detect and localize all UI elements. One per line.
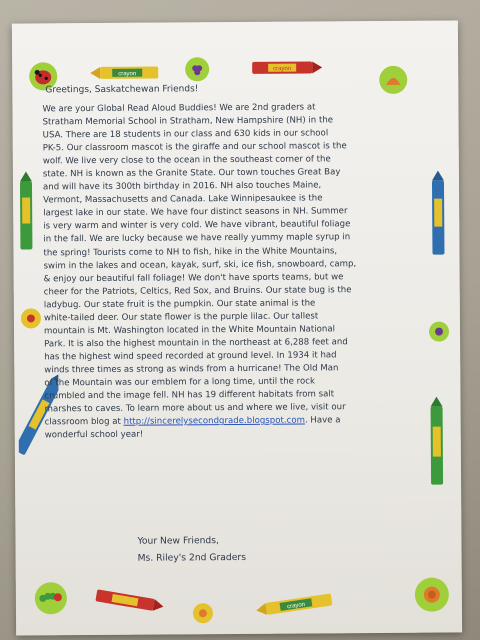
- letter-line: and will have its 300th birthday in 2016. NH also touches Maine,: [42, 180, 322, 193]
- yellow-crayon-icon: [90, 65, 160, 85]
- bottom-mid-sticker-icon: [192, 602, 214, 624]
- red-crayon-bottom-icon: [94, 589, 164, 617]
- letter-line: has the highest wind speed recorded at ground level. In 1934 it had: [44, 350, 337, 363]
- letter-line: winds three times as strong as winds from a hurricane! The Old Man: [44, 363, 339, 376]
- snail-sticker-icon: [414, 577, 450, 613]
- letter-line: crumbled and the image fell. NH has 19 different habitats from salt: [44, 389, 335, 402]
- link-suffix: . Have a: [304, 415, 341, 426]
- corner-sticker-icon: [378, 65, 408, 95]
- grape-sticker-icon: [184, 56, 210, 82]
- letter-line: ladybug. Our state fruit is the pumpkin. Our state animal is the: [43, 298, 316, 311]
- letter-line: swim in the lakes and ocean, kayak, surf, ski, ice fish, snowboard, camp,: [43, 258, 357, 271]
- signoff-line-2: Ms. Riley's 2nd Graders: [137, 551, 247, 564]
- letter-line: is very warm and winter is very cold. We have vibrant, beautiful foliage: [43, 219, 351, 232]
- letter-signoff: [137, 532, 246, 567]
- left-mid-sticker-icon: [20, 307, 42, 329]
- letter-line: USA. There are 18 students in our class and 630 kids in our school: [42, 128, 329, 141]
- letter-line: the spring! Tourists come to NH to fish, hike in the White Mountains,: [43, 245, 338, 258]
- letter-line: Vermont, Massachusetts and Canada. Lake Winnipesaukee is the: [43, 193, 323, 206]
- letter-line: in the fall. We are lucky because we have really yummy maple syrup in: [43, 232, 351, 245]
- letter-line: We are your Global Read Aloud Buddies! We are 2nd graders at: [42, 102, 316, 115]
- letter-line: white-tailed deer. Our state flower is the purple lilac. Our tallest: [43, 311, 319, 324]
- letter-paper: [12, 20, 462, 635]
- letter-line: wonderful school year!: [44, 429, 144, 441]
- letter-line: & enjoy our beautiful fall foliage! We don't have sports teams, but we: [43, 271, 344, 284]
- letter-line: marshes to caves. To learn more about us and where we live, visit our: [44, 402, 346, 415]
- red-crayon-icon: [250, 59, 322, 80]
- letter-line: state. NH is known as the Granite State. Our town touches Great Bay: [42, 167, 341, 180]
- signoff-line-1: Your New Friends,: [137, 535, 219, 547]
- blog-link[interactable]: http://sincerelysecondgrade.blogspot.com: [123, 415, 305, 427]
- green-crayon-icon: [17, 171, 36, 255]
- letter-greeting: Greetings, Saskatchewan Friends!: [45, 84, 199, 96]
- letter-line: Park. It is also the highest mountain in the northeast at 6,288 feet and: [44, 337, 348, 350]
- letter-line: wolf. We live very close to the ocean in the southeast corner of the: [42, 154, 331, 167]
- yellow-crayon-bottom-icon: [256, 591, 336, 622]
- letter-body: [42, 101, 430, 443]
- right-mid-sticker-icon: [428, 321, 450, 343]
- crayon-label: crayon: [118, 71, 137, 78]
- letter-line: cheer for the Patriots, Celtics, Red Sox, and Bruins. Our state bug is the: [43, 284, 352, 298]
- letter-line: Stratham Memorial School in Stratham, New Hampshire (NH) in the: [42, 115, 334, 128]
- letter-line: PK-5. Our classroom mascot is the giraffe and our school mascot is the: [42, 141, 347, 154]
- letter-line: mountain is Mt. Washington located in the White Mountain National: [43, 324, 336, 337]
- blue-crayon-icon: [429, 171, 448, 261]
- letter-line: of the Mountain was our emblem for a long time, until the rock: [44, 376, 316, 389]
- caterpillar-sticker-icon: [34, 581, 68, 615]
- letter-line: largest lake in our state. We have four distinct seasons in NH. Summer: [43, 206, 348, 219]
- link-prefix: classroom blog at: [44, 416, 124, 428]
- crayon-label: crayon: [273, 66, 292, 73]
- crayon-label: crayon: [286, 601, 306, 611]
